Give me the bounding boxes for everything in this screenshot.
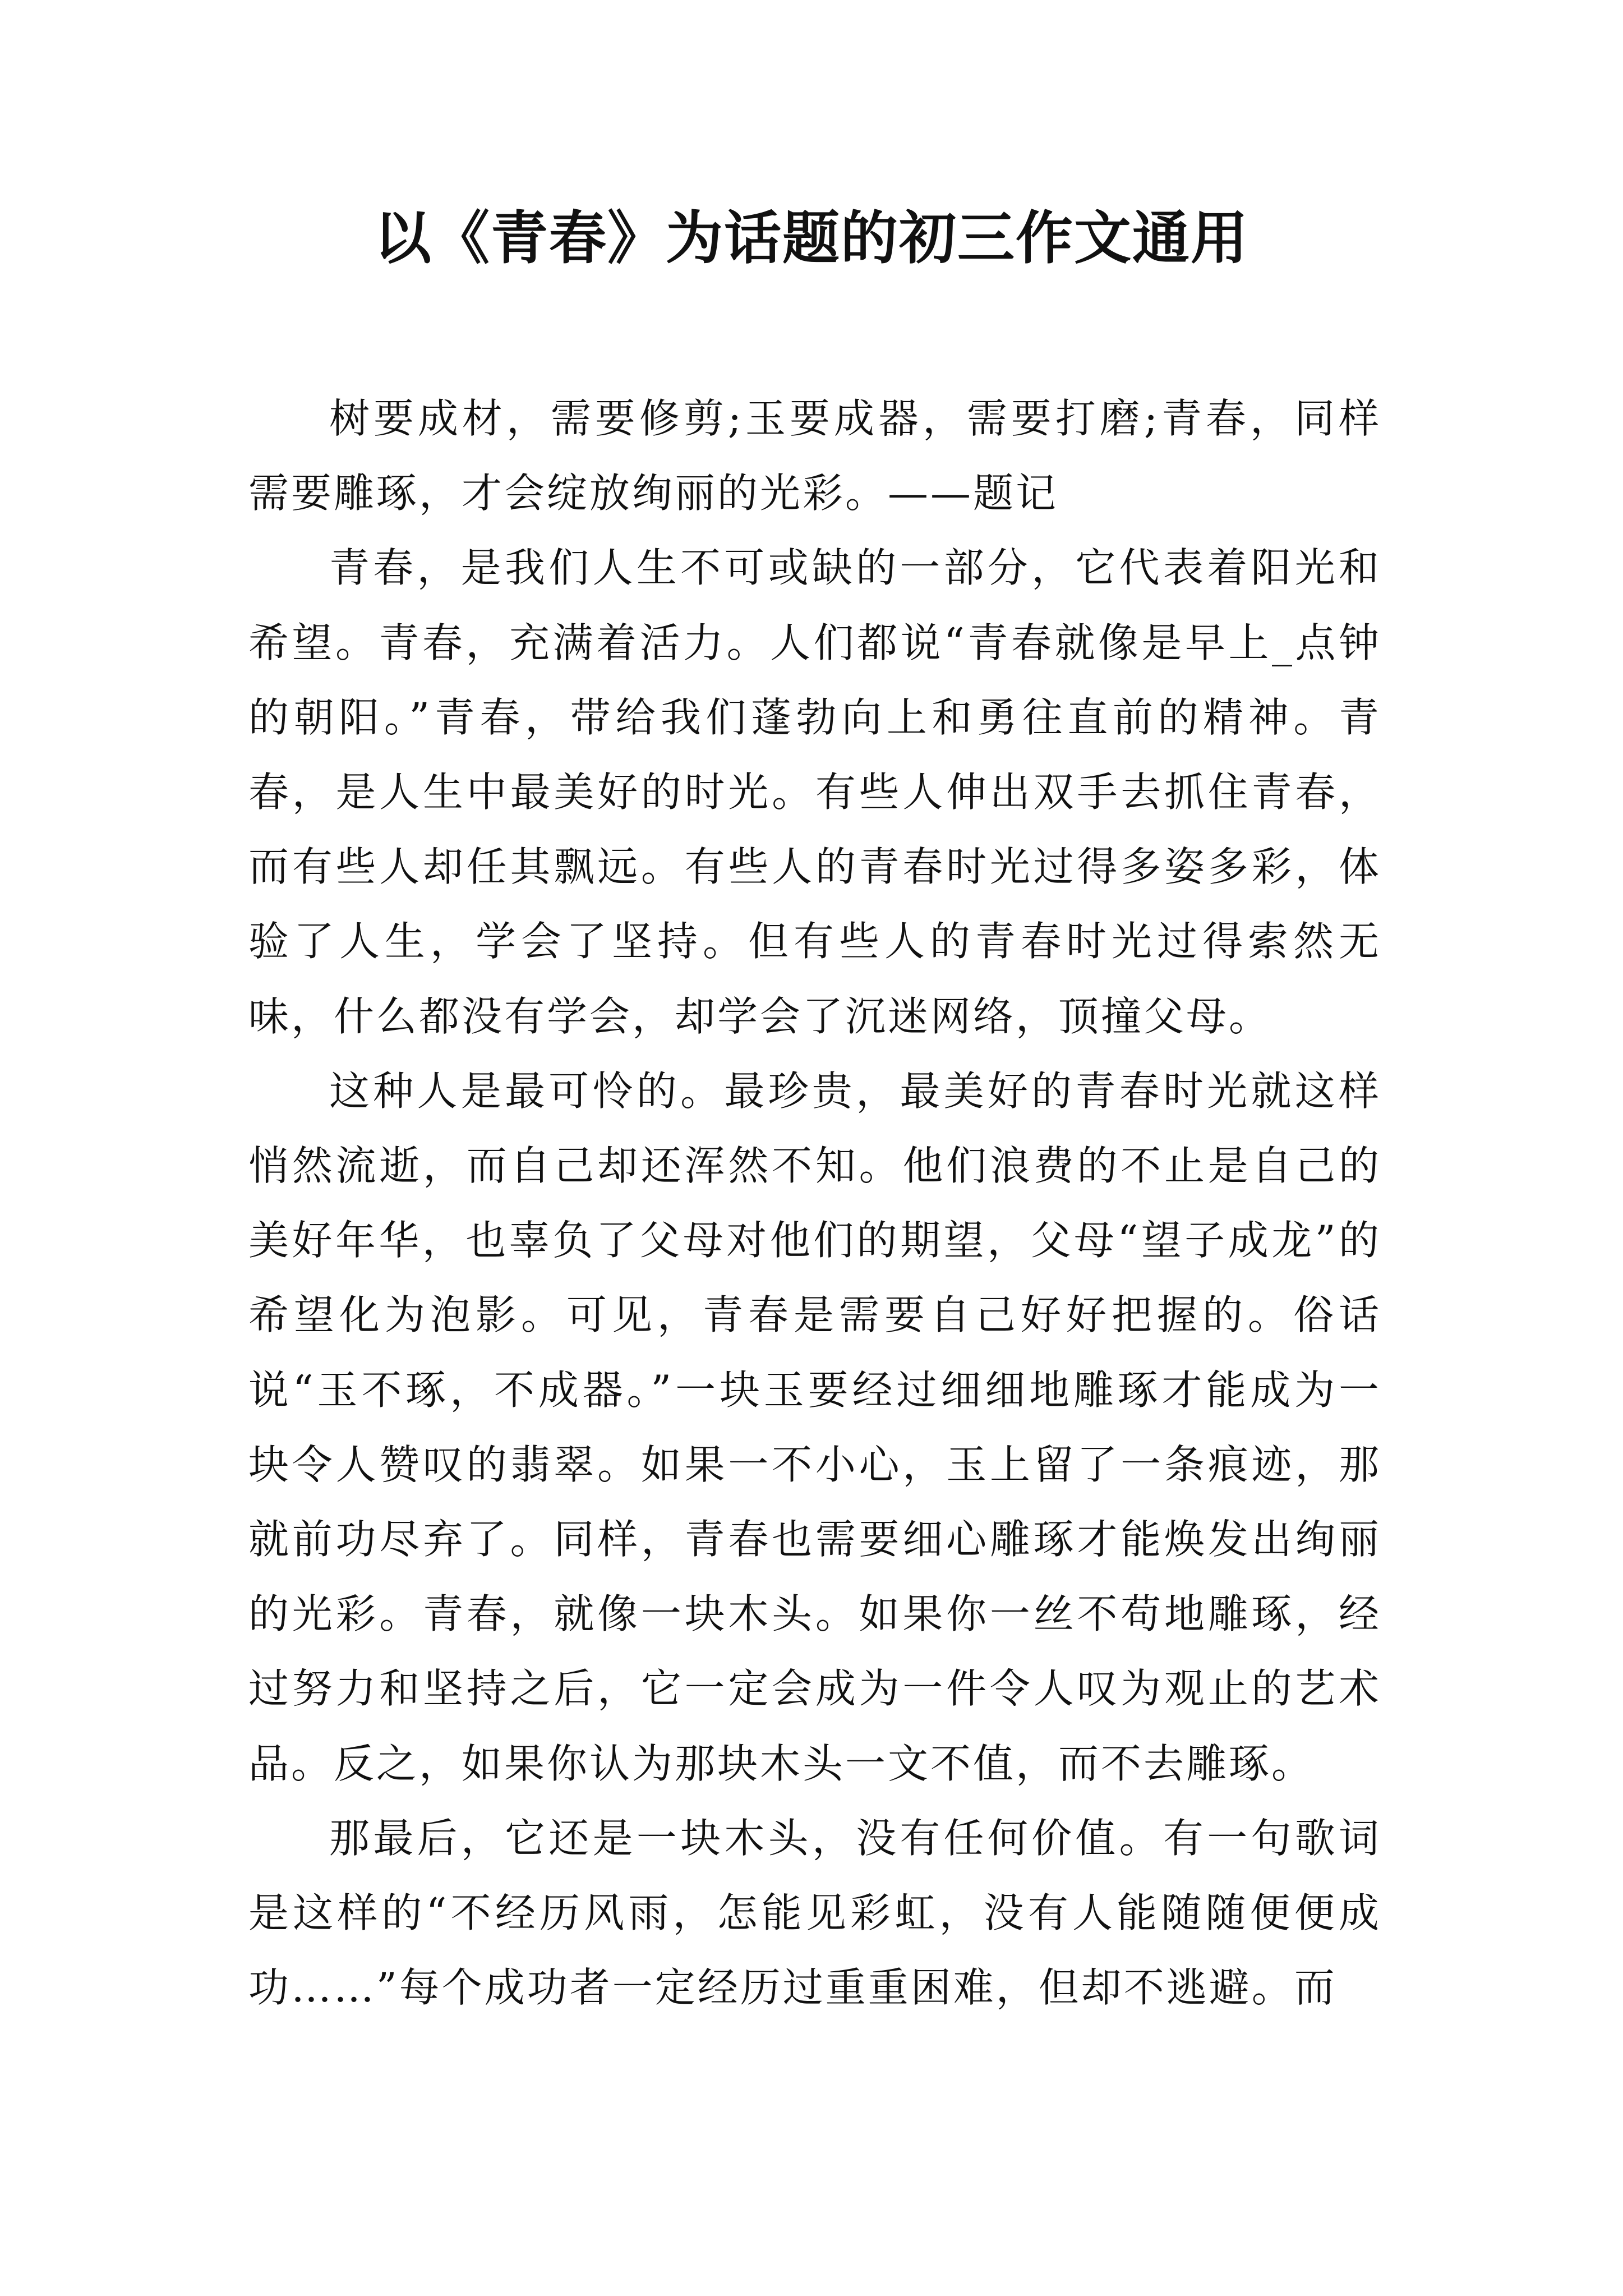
document-body: [248, 381, 1381, 2025]
paragraph-1: 青春，是我们人生不可或缺的一部分，它代表着阳光和希望。青春，充满着活力。人们都说“青春就像是早上_点钟的朝阳。”青春，带给我们蓬勃向上和勇往直前的精神。青春，是人生中最美好的时光。有些人伸出双手去抓住青春，而有些人却任其飘远。有些人的青春时光过得多姿多彩，体验了人生，学会了坚持。但有些人的青春时光过得索然无味，什么都没有学会，却学会了沉迷网络，顶撞父母。: [248, 544, 1381, 1040]
document-title: 以《青春》为话题的初三作文通用: [374, 205, 1249, 272]
paragraph-3: 那最后，它还是一块木头，没有任何价值。有一句歌词是这样的“不经历风雨，怎能见彩虹，没有人能随随便便成功……”每个成功者一定经历过重重困难，但却不逃避。而: [248, 1814, 1381, 2012]
paragraph-2: 这种人是最可怜的。最珍贵，最美好的青春时光就这样悄然流逝，而自己却还浑然不知。他们浪费的不止是自己的美好年华，也辜负了父母对他们的期望，父母“望子成龙”的希望化为泡影。可见，青春是需要自己好好把握的。俗话说“玉不琢，不成器。”一块玉要经过细细地雕琢才能成为一块令人赞叹的翡翠。如果一不小心，玉上留了一条痕迹，那就前功尽弃了。同样，青春也需要细心雕琢才能焕发出绚丽的光彩。青春，就像一块木头。如果你一丝不苟地雕琢，经过努力和坚持之后，它一定会成为一件令人叹为观止的艺术品。反之，如果你认为那块木头一文不值，而不去雕琢。: [248, 1067, 1381, 1787]
paragraph-epigraph: 树要成材，需要修剪;玉要成器，需要打磨;青春，同样需要雕琢，才会绽放绚丽的光彩。——题记: [248, 395, 1381, 517]
